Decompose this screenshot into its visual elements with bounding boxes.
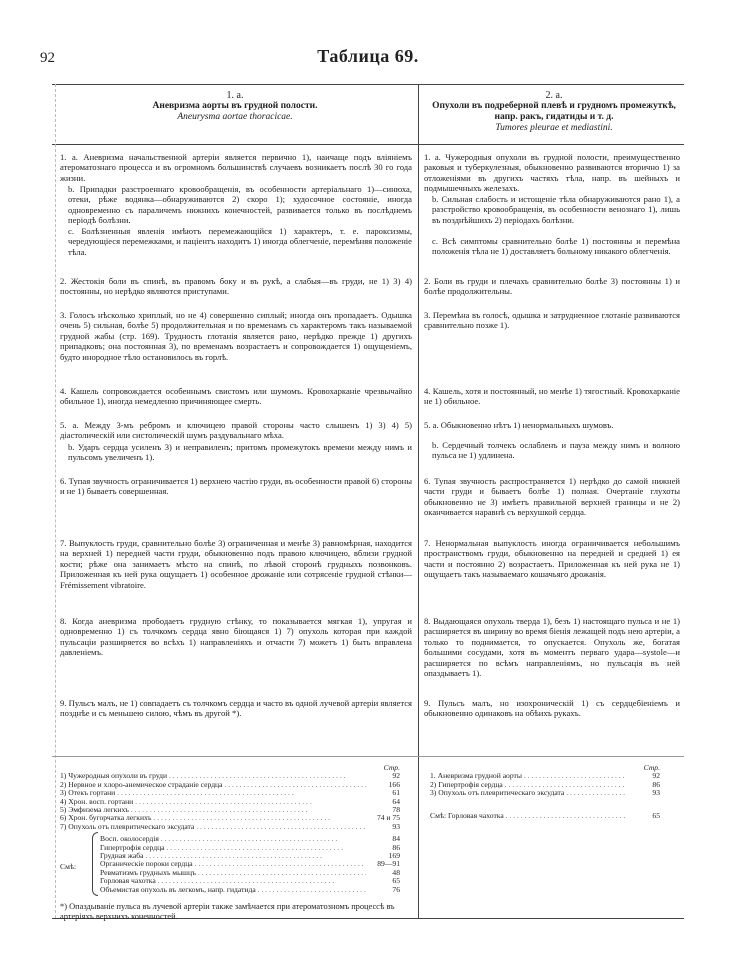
left-footer-rule	[52, 756, 418, 757]
right-header-number: 2. а.	[545, 90, 563, 101]
left-item-6: 6. Тупая звучность ограничивается 1) верхнею частію груди, въ особенности правой 6) стороны и не 1) бываетъ совершенная.	[60, 476, 412, 497]
right-item-2: 2. Боли въ груди и плечахъ сравнительно болѣе 3) постоянны 1) и болѣе продолжительны.	[424, 276, 680, 297]
right-item-9: 9. Пульсъ малъ, но изохроническій 1) съ сердцебіеніемъ и обыкновенно одинаковъ на обѣихъ рукахъ.	[424, 698, 680, 719]
left-item-2: 2. Жестокія боли въ спинѣ, въ правомъ боку и въ рукѣ, а слабыя—въ груди, не 1) 3) 4) постоянны, но нерѣдко являются приступами.	[60, 276, 412, 297]
right-item-6: 6. Тупая звучность распространяется 1) нерѣдко до самой нижней части груди и бываетъ болѣе 1) полная. Очертаніе глухоты обыкновенно не 3) имѣетъ правильной верхней границы и не 2) оканчивается наравнѣ съ верхушкой сердца.	[424, 476, 680, 518]
ref-row: 4) Хрон. восп. гортани . . . 64	[60, 798, 400, 806]
see-row: Смѣ: Горловая чахотка . . . 65	[430, 812, 660, 820]
left-reference-list	[60, 764, 400, 894]
see-row: Гипертрофія сердца . . . 86	[60, 844, 400, 852]
right-column-header	[424, 90, 684, 134]
left-header-title: Аневризма аорты въ грудной полости.	[152, 101, 318, 111]
see-row: Органическіе пороки сердца . . . 89—91	[60, 860, 400, 868]
left-column-header	[52, 90, 418, 123]
footnote: *) Опаздываніе пульса въ лучевой артеріи также замѣчается при атероматозномъ процессѣ въ артеріяхъ верхнихъ конечностей.	[60, 902, 395, 921]
right-header-latin: Tumores pleurae et mediastini.	[495, 123, 613, 133]
right-item-5b: b. Сердечный толчекъ ослабленъ и пауза между нимъ и волною пульса не 1) удлинена.	[432, 440, 680, 461]
right-item-1b: b. Сильная слабость и истощеніе тѣла обнаруживаются рано 1), а разстройство кровообращенія, въ особенности венознаго 1), лишь въ позднѣйшихъ 2) періодахъ болѣзни.	[432, 194, 680, 225]
left-item-1c: с. Болѣзненныя явленія имѣютъ перемежающійся 1) характеръ, т. е. пароксизмы, чередующіеся перемежками, и паціентъ находитъ 1) иногда облегченіе, перемѣняя положеніе тѣла.	[68, 226, 412, 257]
see-row: Горловая чахотка . . . 65	[60, 877, 400, 885]
table-top-rule	[52, 84, 684, 85]
right-item-1c: с. Всѣ симптомы сравнительно болѣе 1) постоянны и перемѣна положенія тѣла не 1) доставляетъ больному никакого облегченія.	[432, 236, 680, 257]
ref-row: 3) Опухоль отъ плевритическаго эксудата . . . 93	[430, 789, 660, 797]
left-item-5a: 5. а. Между 3-мъ ребромъ и ключицею правой стороны часто слышенъ 1) 3) 4) 5) діастолическій или систолическій шумъ раздувальнаго мѣха.	[60, 420, 412, 441]
left-item-3: 3. Голосъ нѣсколько хриплый, но не 4) совершенно сиплый; иногда онъ пропадаетъ. Одышка очень 5) сильная, болѣе 5) продолжительная и по временамъ съ характеромъ такъ называемой грудной жабы (стр. 169). Трудность глотанія является рано, нерѣдко прежде 1) другихъ припадковъ; она постоянная 3), по временамъ возрастаетъ и сопровождается 1) ощущеніемъ, будто инородное тѣло остановилось въ горлѣ.	[60, 310, 412, 362]
left-header-latin: Aneurysma aortae thoracicae.	[177, 112, 293, 122]
right-reference-list	[430, 764, 660, 820]
left-item-4: 4. Кашель сопровождается особеннымъ свистомъ или шумомъ. Кровохарканіе чрезвычайно обильное 1), иногда немедленно причиняющее смерть.	[60, 386, 412, 407]
right-item-3: 3. Перемѣна въ голосѣ, одышка и затрудненное глотаніе развиваются сравнительно позже 1).	[424, 310, 680, 331]
left-item-5b: b. Ударъ сердца усиленъ 3) и неправиленъ; притомъ промежутокъ времени между нимъ и пульсомъ увеличенъ 1).	[68, 442, 412, 463]
right-footer-rule	[418, 756, 684, 757]
ref-row: 2) Гипертрофія сердца . . . 86	[430, 781, 660, 789]
table-frame	[52, 84, 684, 921]
ref-row: 3) Отекъ гортани . . . 61	[60, 789, 400, 797]
ref-row: 5) Эмфизема легкихъ . . . 78	[60, 806, 400, 814]
left-item-1a: 1. а. Аневризма начальственной артеріи является первично 1), наичаще подъ вліяніемъ атероматознаго процесса и въ огромномъ большинствѣ случаевъ возникаетъ послѣ 30 го года жизни.	[60, 152, 412, 183]
see-row: Грудная жаба . . . 169	[60, 852, 400, 860]
right-item-5a: 5. а. Обыкновенно нѣтъ 1) ненормальныхъ шумовъ.	[424, 420, 614, 430]
margin-dash-line	[55, 84, 56, 918]
right-item-1a: 1. а. Чужеродныя опухоли въ грудной полости, преимущественно раковыя и туберкулезныя, обыкновенно развиваются вторично 1) за отложеніями въ другихъ частяхъ тѣла, напр. въ шейныхъ и подмышечныхъ железахъ.	[424, 152, 680, 194]
right-item-8: 8. Выдающаяся опухоль тверда 1), безъ 1) настоящаго пульса и не 1) расширяется въ ширину во время біенія лежащей подъ нею артеріи, а только то поднимается, то опускается. Опухоль же, богатая большими сосудами, хотя въ моментъ перваго удара—systole—и расширяется по всѣмъ направленіямъ, но пульсація въ ней опаздываетъ 1).	[424, 616, 680, 679]
ref-row: 1. Аневризма грудной аорты . . . 92	[430, 772, 660, 780]
page-number: 92	[40, 50, 55, 66]
left-header-number: 1. а.	[226, 90, 244, 101]
see-row: Восп. околосердія . . . 84	[60, 835, 400, 843]
see-row: Объемистая опухоль въ легкомъ, напр. гидатида . . . 76	[60, 886, 400, 894]
left-item-1b: b. Припадки разстроеннаго кровообращенія, въ особенности артеріальнаго 1)—синюха, отеки, рѣже водянка—обнаруживаются 2) скоро 1); худосочное состояніе, иногда одновременно съ параличемъ нижнихъ конечностей, развивается только въ послѣднемъ періодѣ болѣзни.	[68, 184, 412, 226]
left-item-8: 8. Когда аневризма прободаетъ грудную стѣнку, то показывается мягкая 1), упругая и одновременно 1) съ толчкомъ сердца явно біющаяся 1) 7) опухоль которая при каждой пульсаціи разширяется во всѣхъ 1) направленіяхъ и отчасти 7) можетъ 1) быть вправлена давленіемъ.	[60, 616, 412, 658]
left-see-label: Смѣ:	[60, 862, 77, 871]
right-item-4: 4. Кашель, хотя и постоянный, но менѣе 1) тягостный. Кровохарканіе не 1) обильное.	[424, 386, 680, 407]
right-header-title: Опухоли въ подреберной плевѣ и грудномъ промежуткѣ, напр. ракъ, гидатиды и т. д.	[432, 101, 676, 122]
left-item-7: 7. Выпуклость груди, сравнительно болѣе 3) ограниченная и менѣе 3) равномѣрная, находится на верхней 1) передней части груди, обыкновенно подъ правою ключицею, вблизи грудной кости; рѣже она занимаетъ мѣсто на спинѣ, по лѣвой сторонѣ грудныхъ позвонковъ. Приложенная къ ней рука ощущаетъ 1) особенное дрожаніе или сотрясеніе грудной стѣнки—Frémissement vibratoire.	[60, 538, 412, 590]
header-rule	[52, 144, 684, 145]
right-page-heading: Стр.	[643, 763, 660, 772]
left-item-9: 9. Пульсъ малъ, не 1) совпадаетъ съ толчкомъ сердца и часто въ одной лучевой артеріи является позднѣе и съ меньшею силою, чѣмъ въ другой *).	[60, 698, 412, 719]
ref-row: 2) Нервное и хлоро-анемическое страданіе сердца . . . 166	[60, 781, 400, 789]
ref-row: 1) Чужеродныя опухоли въ груди . . . 92	[60, 772, 400, 780]
page-title: Таблица 69.	[317, 46, 419, 66]
left-page-heading: Стр.	[383, 763, 400, 772]
ref-row: 7) Опухоль отъ плевритическаго эксудата . . . 93	[60, 823, 400, 831]
right-item-7: 7. Ненормальная выпуклость иногда ограничивается небольшимъ пространствомъ груди, обыкновенно на передней и средней 1) ея части и постоянно 2) возрастаетъ. Приложенная къ ней рука не 1) ощущаетъ такъ называемаго кошачьяго дрожанія.	[424, 538, 680, 580]
see-row: Ревматизмъ грудныхъ мышцъ . . . 48	[60, 869, 400, 877]
see-brace	[92, 832, 98, 896]
ref-row: 6) Хрон. бугорчатка легкихъ . . . 74 и 75	[60, 814, 400, 822]
column-divider	[418, 84, 419, 918]
